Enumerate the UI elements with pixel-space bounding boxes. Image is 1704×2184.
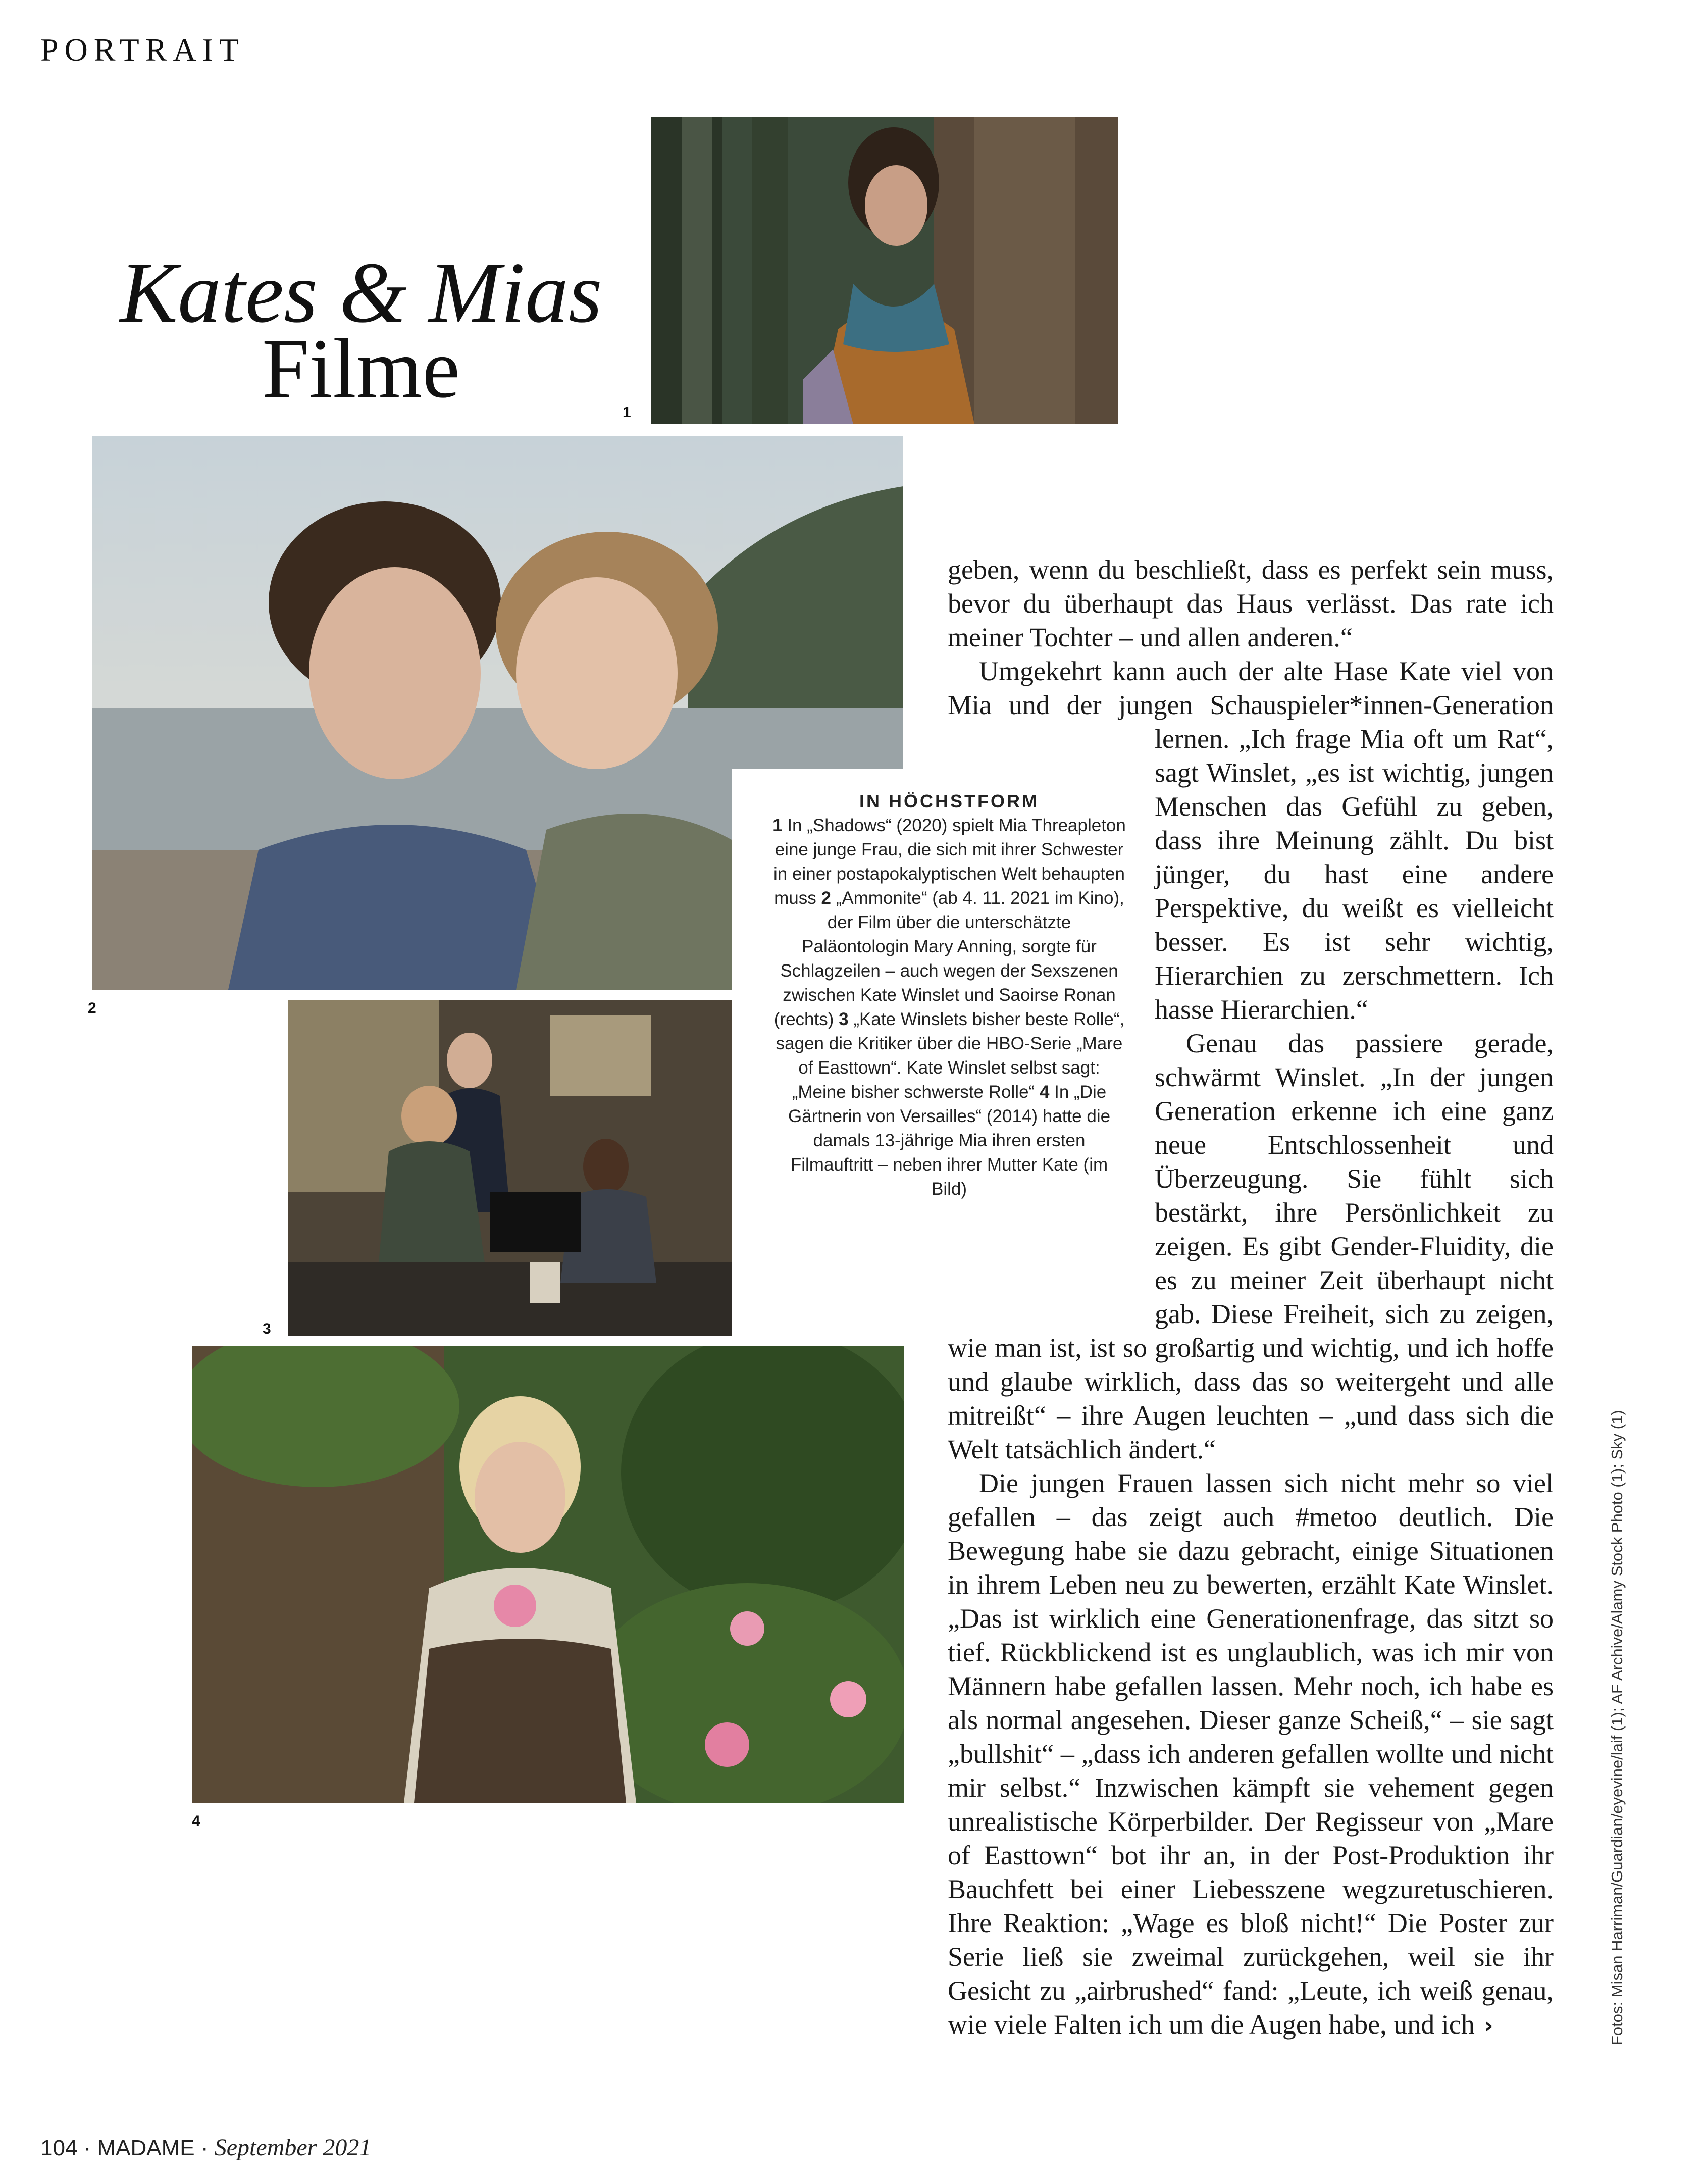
section-label: PORTRAIT <box>40 32 245 68</box>
caption-num-1: 1 <box>772 816 783 835</box>
footer-date: September 2021 <box>214 2134 372 2161</box>
page-footer <box>40 2134 371 2161</box>
photo-4-image <box>192 1346 904 1803</box>
caption-text-2: „Ammonite“ (ab 4. 11. 2021 im Kino), der Film über die unterschätzte Paläontologin Mary Anning, sorgte für Schlagzeilen – auch wegen der Sexszenen zwischen Kate Winslet und Saoirse Ronan (rechts) <box>773 888 1124 1029</box>
photo-3-mare-of-easttown <box>288 1000 732 1336</box>
photo-4-gaertnerin <box>192 1346 904 1803</box>
photo-4-number: 4 <box>192 1813 200 1830</box>
photo-1-number: 1 <box>623 404 631 421</box>
title-line-2: Filme <box>262 322 460 416</box>
footer-page: 104 · MADAME · <box>40 2136 209 2160</box>
photo-credit: Fotos: Misan Harriman/Guardian/eyevine/laif (1); AF Archive/Alamy Stock Photo (1); Sky (1) <box>1608 1410 1626 2045</box>
continue-arrow-icon: › <box>1483 2012 1493 2039</box>
caption-text-3: „Kate Winslets bisher beste Rolle“, sagen die Kritiker über die HBO-Serie „Mare of Easttown“. Kate Winslet selbst sagt: „Meine bisher schwerste Rolle“ <box>776 1009 1125 1102</box>
paragraph-2: Umgekehrt kann auch der alte Hase Kate viel von Mia und der jungen Schauspieler*innen-Generation lernen. „Ich frage Mia oft um Rat“, sagt Winslet, „es ist wichtig, jungen Menschen das Gefühl zu geben, dass ihre Meinung zählt. Du bist jünger, du hast eine andere Perspektive, du weißt es vielleicht besser. Es ist sehr wichtig, Hierarchien zu zerschmettern. Ich hasse Hierarchien.“ <box>948 656 1554 1025</box>
caption-text-4: In „Die Gärtnerin von Versailles“ (2014) hatte die damals 13-jährige Mia ihren ersten Filmauftritt – neben ihrer Mutter Kate (im Bild) <box>788 1082 1111 1199</box>
article-body <box>948 553 1554 2043</box>
photo-2-number: 2 <box>88 1000 96 1017</box>
photo-3-number: 3 <box>263 1320 271 1337</box>
caption-text-1: In „Shadows“ (2020) spielt Mia Threapleton eine junge Frau, die sich mit ihrer Schwester in einer postapokalyptischen Welt behaupten muss <box>773 816 1126 908</box>
caption-num-4: 4 <box>1039 1082 1050 1102</box>
photo-1-image <box>651 117 1118 424</box>
photo-3-image <box>288 1000 732 1336</box>
caption-num-3: 3 <box>839 1009 849 1029</box>
caption-heading: IN HÖCHSTFORM <box>859 791 1039 811</box>
paragraph-4 <box>948 1466 1554 2043</box>
page-title <box>96 245 626 416</box>
paragraph-3: Genau das passiere gerade, schwärmt Winslet. „In der jungen Generation erkenne ich eine ganz neue Entschlossenheit und Überzeugung. Sie fühlt sich bestärkt, ihre Persönlichkeit zu zeigen. Es gibt Gender-Fluidity, die es zu meiner Zeit überhaupt nicht gab. Diese Freiheit, sich zu zeigen, wie man ist, ist so großartig und wichtig, und ich hoffe und glaube wirklich, dass das so weitergeht und alle mitreißt“ – ihre Augen leuchten – „und dass sich die Welt tatsächlich ändert.“ <box>948 1028 1554 1464</box>
photo-1-shadows <box>651 117 1118 424</box>
caption-num-2: 2 <box>821 888 831 908</box>
paragraph-4-text: Die jungen Frauen lassen sich nicht mehr so viel gefallen – das zeigt auch #metoo deutlich. Die Bewegung habe sie dazu gebracht, einige Situationen in ihrem Leben neu zu bewerten, erzählt Kate Winslet. „Das ist wirklich eine Generationenfrage, das sitzt so tief. Rückblickend ist es unglaublich, was ich mir von Männern habe gefallen lassen. Mehr noch, ich habe es als normal angesehen. Dieser ganze Scheiß,“ – sie sagt „bullshit“ – „dass ich anderen gefallen wollte und nicht mir selbst.“ Inzwischen kämpft sie vehement gegen unrealistische Körperbilder. Der Regisseur von „Mare of Easttown“ bot ihr an, in der Post-Produktion ihr Bauchfett bei einer Liebesszene wegzuretuschieren. Ihre Reaktion: „Wage es bloß nicht!“ Die Poster zur Serie ließ sie zweimal zurückgehen, weil sie ihr Gesicht zu „airbrushed“ fand: „Leute, ich weiß genau, wie viele Falten ich um die Augen habe, und ich <box>948 1468 1554 2040</box>
paragraph-1: geben, wenn du beschließt, dass es perfekt sein muss, bevor du überhaupt das Haus verlässt. Das rate ich meiner Tochter – und allen anderen.“ <box>948 554 1554 652</box>
title-line-1: Kates & Mias <box>120 245 602 341</box>
